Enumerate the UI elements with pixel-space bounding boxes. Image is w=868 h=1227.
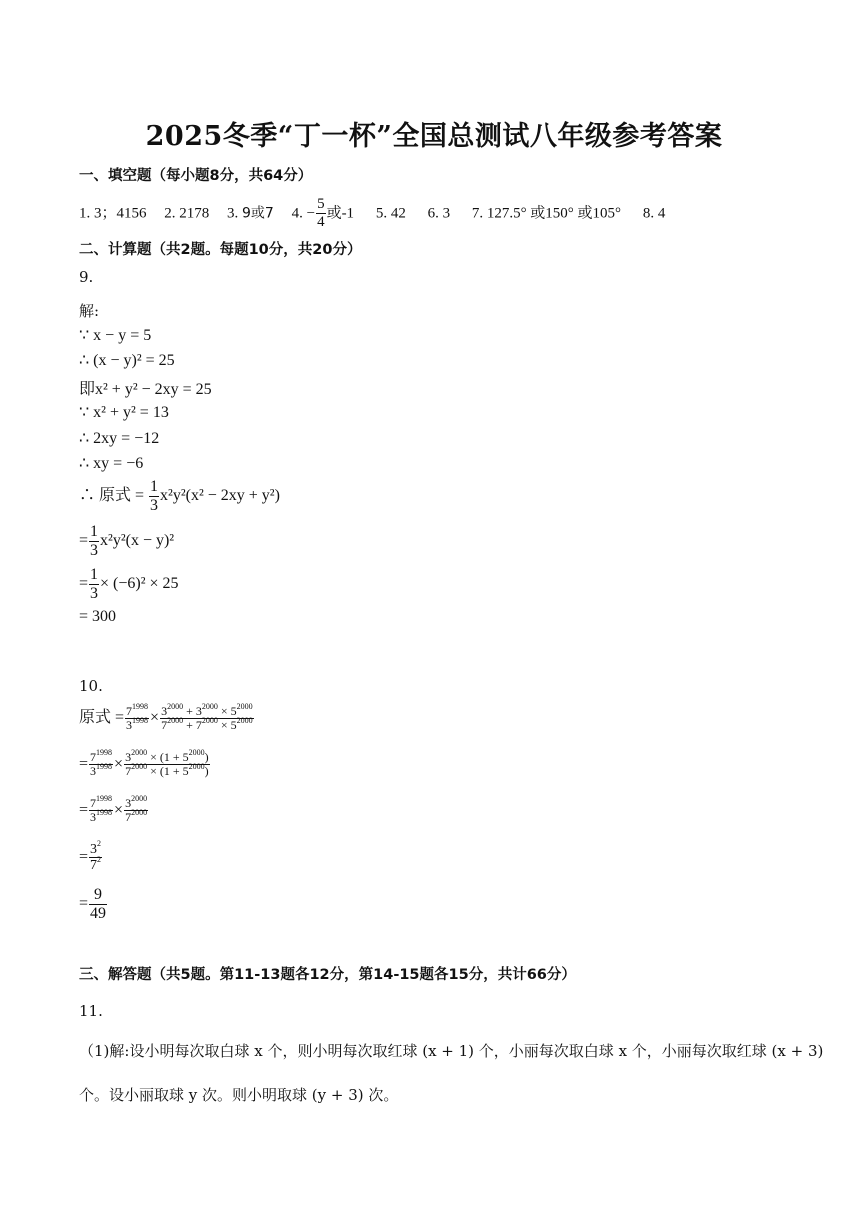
q10-step-2: = $\frac{7^{1998}}{3^{1998}}$ × $\frac{3^{2000} \times (1 + 5^{2000})}{7^{2000} \times (1 + 5^{2000})}$: [79, 748, 209, 779]
fraction-numerator: 1: [90, 523, 99, 540]
equals-sign: =: [79, 531, 89, 549]
q9-step-8: [79, 523, 174, 559]
answer-5: 5. 42: [375, 205, 406, 222]
fraction-numerator: $3^{2000} \times (1 + 5^{2000})$: [125, 748, 209, 764]
q9-step-7: [79, 478, 280, 514]
q9-step-2: ∴ (x − y)² = 25: [79, 352, 175, 369]
question-9-solve-label: 解:: [79, 302, 100, 320]
answer-6: 6. 3: [427, 205, 451, 222]
equals-sign: =: [79, 801, 89, 819]
fraction-denominator: $7^{2000} + 7^{2000} \times 5^{2000}$: [161, 715, 253, 732]
q9-step-9-rest: × (−6)² × 25: [100, 574, 179, 592]
q10-result: [79, 886, 108, 922]
answer-3-number: 3.: [227, 205, 239, 222]
section1-heading: 一、填空题（每小题8分，共64分）: [79, 168, 313, 184]
fraction-denominator: $3^{1998}$: [90, 808, 113, 825]
answer-4-number: 4.: [291, 205, 303, 222]
fraction-denominator: $3^{1998}$: [90, 762, 113, 779]
result-fraction: [89, 886, 107, 922]
page-title: 2025冬季“丁一杯”全国总测试八年级参考答案: [145, 121, 723, 152]
equals-sign: =: [79, 894, 89, 912]
q10-prefix: 原式 =: [79, 709, 125, 726]
q9-step-7-prefix: ∴ 原式 =: [79, 486, 145, 504]
fraction-denominator: $7^{2000}$: [125, 808, 148, 825]
q11-paragraph-line-1: （1)解:设小明每次取白球 x 个，则小明每次取红球 (x + 1) 个，小丽每次取白球 x 个，小丽每次取红球 (x + 3): [79, 1042, 824, 1060]
question-9-number: 9.: [79, 268, 94, 286]
q9-step-9: [79, 566, 179, 602]
q9-step-8-rest: x²y²(x − y)²: [100, 531, 175, 549]
fraction-denominator: 49: [90, 904, 107, 922]
q10-step-1: 原式 = $\frac{7^{1998}}{3^{1998}}$ × $\frac{3^{2000} + 3^{2000} \times 5^{2000}}{7^{2000} + 7^{2000} \times 5^{2000}}$: [79, 701, 253, 732]
q10-step-3: = $\frac{7^{1998}}{3^{1998}}$ × $\frac{3^{2000}}{7^{2000}}$: [79, 794, 148, 825]
fraction-numerator: $7^{1998}$: [90, 794, 113, 810]
q9-result: = 300: [79, 608, 117, 625]
fraction-denominator: $7^2$: [90, 855, 102, 874]
q9-step-7-rest: x²y²(x² − 2xy + y²): [160, 486, 280, 504]
fraction-numerator: 1: [150, 478, 159, 495]
q10-step-4: [79, 839, 103, 874]
fraction-denominator: $3^{1998}$: [126, 715, 149, 732]
fraction-numerator: $7^{1998}$: [90, 748, 113, 764]
one-third-fraction: [89, 523, 99, 559]
equals-sign: =: [79, 574, 89, 592]
power-fraction: [89, 794, 113, 825]
q11-paragraph-line-2: 个。设小丽取球 y 次。则小明取球 (y + 3) 次。: [79, 1086, 399, 1104]
fraction-numerator: $3^{2000} + 3^{2000} \times 5^{2000}$: [161, 701, 253, 718]
power-fraction: [89, 839, 102, 874]
power-fraction: [124, 794, 148, 825]
answer-8: 8. 4: [642, 205, 666, 222]
question-10-number: 10.: [79, 677, 103, 695]
fraction-numerator: $7^{1998}$: [126, 701, 149, 718]
fraction-denominator: 3: [150, 496, 159, 514]
one-third-fraction: [89, 566, 99, 602]
question-11-number: 11.: [79, 1002, 103, 1020]
answer-4-denominator: 4: [317, 213, 325, 230]
q9-step-5: ∴ 2xy = −12: [79, 430, 160, 447]
q9-step-4: ∵ x² + y² = 13: [79, 404, 169, 421]
fraction-denominator: $7^{2000} \times (1 + 5^{2000})$: [125, 762, 209, 779]
answer-3: 9或7: [242, 205, 274, 222]
answer-4-numerator: 5: [317, 196, 325, 212]
answer-7: 7. 127.5° 或150° 或105°: [471, 205, 622, 222]
section3-heading: 三、解答题（共5题。第11-13题各12分，第14-15题各15分，共计66分）: [79, 967, 576, 983]
fraction-numerator: $3^{2000}$: [125, 794, 148, 810]
equals-sign: =: [79, 755, 89, 773]
power-fraction: [124, 748, 210, 779]
section2-heading: 二、计算题（共2题。每题10分，共20分）: [79, 242, 362, 258]
fraction-denominator: 3: [90, 584, 99, 602]
q9-step-6: ∴ xy = −6: [79, 455, 144, 472]
fraction-numerator: 9: [89, 886, 107, 905]
fraction-numerator: 1: [90, 566, 99, 583]
fill-in-answers: [79, 197, 665, 231]
power-fraction: [89, 748, 113, 779]
answer-2: 2. 2178: [164, 205, 210, 222]
answer-4-sign: −: [306, 205, 316, 222]
fraction-denominator: 3: [90, 541, 99, 559]
one-third-fraction: [149, 478, 159, 514]
answer-4-fraction: [316, 196, 326, 230]
q9-step-1: ∵ x − y = 5: [79, 327, 152, 344]
fraction-numerator: $3^2$: [90, 839, 102, 857]
power-fraction: [125, 701, 149, 732]
answer-1: 1. 3；4156: [79, 205, 147, 222]
equals-sign: =: [79, 848, 89, 866]
q9-step-3: 即x² + y² − 2xy = 25: [79, 381, 212, 398]
answer-4-suffix: 或-1: [326, 205, 355, 222]
